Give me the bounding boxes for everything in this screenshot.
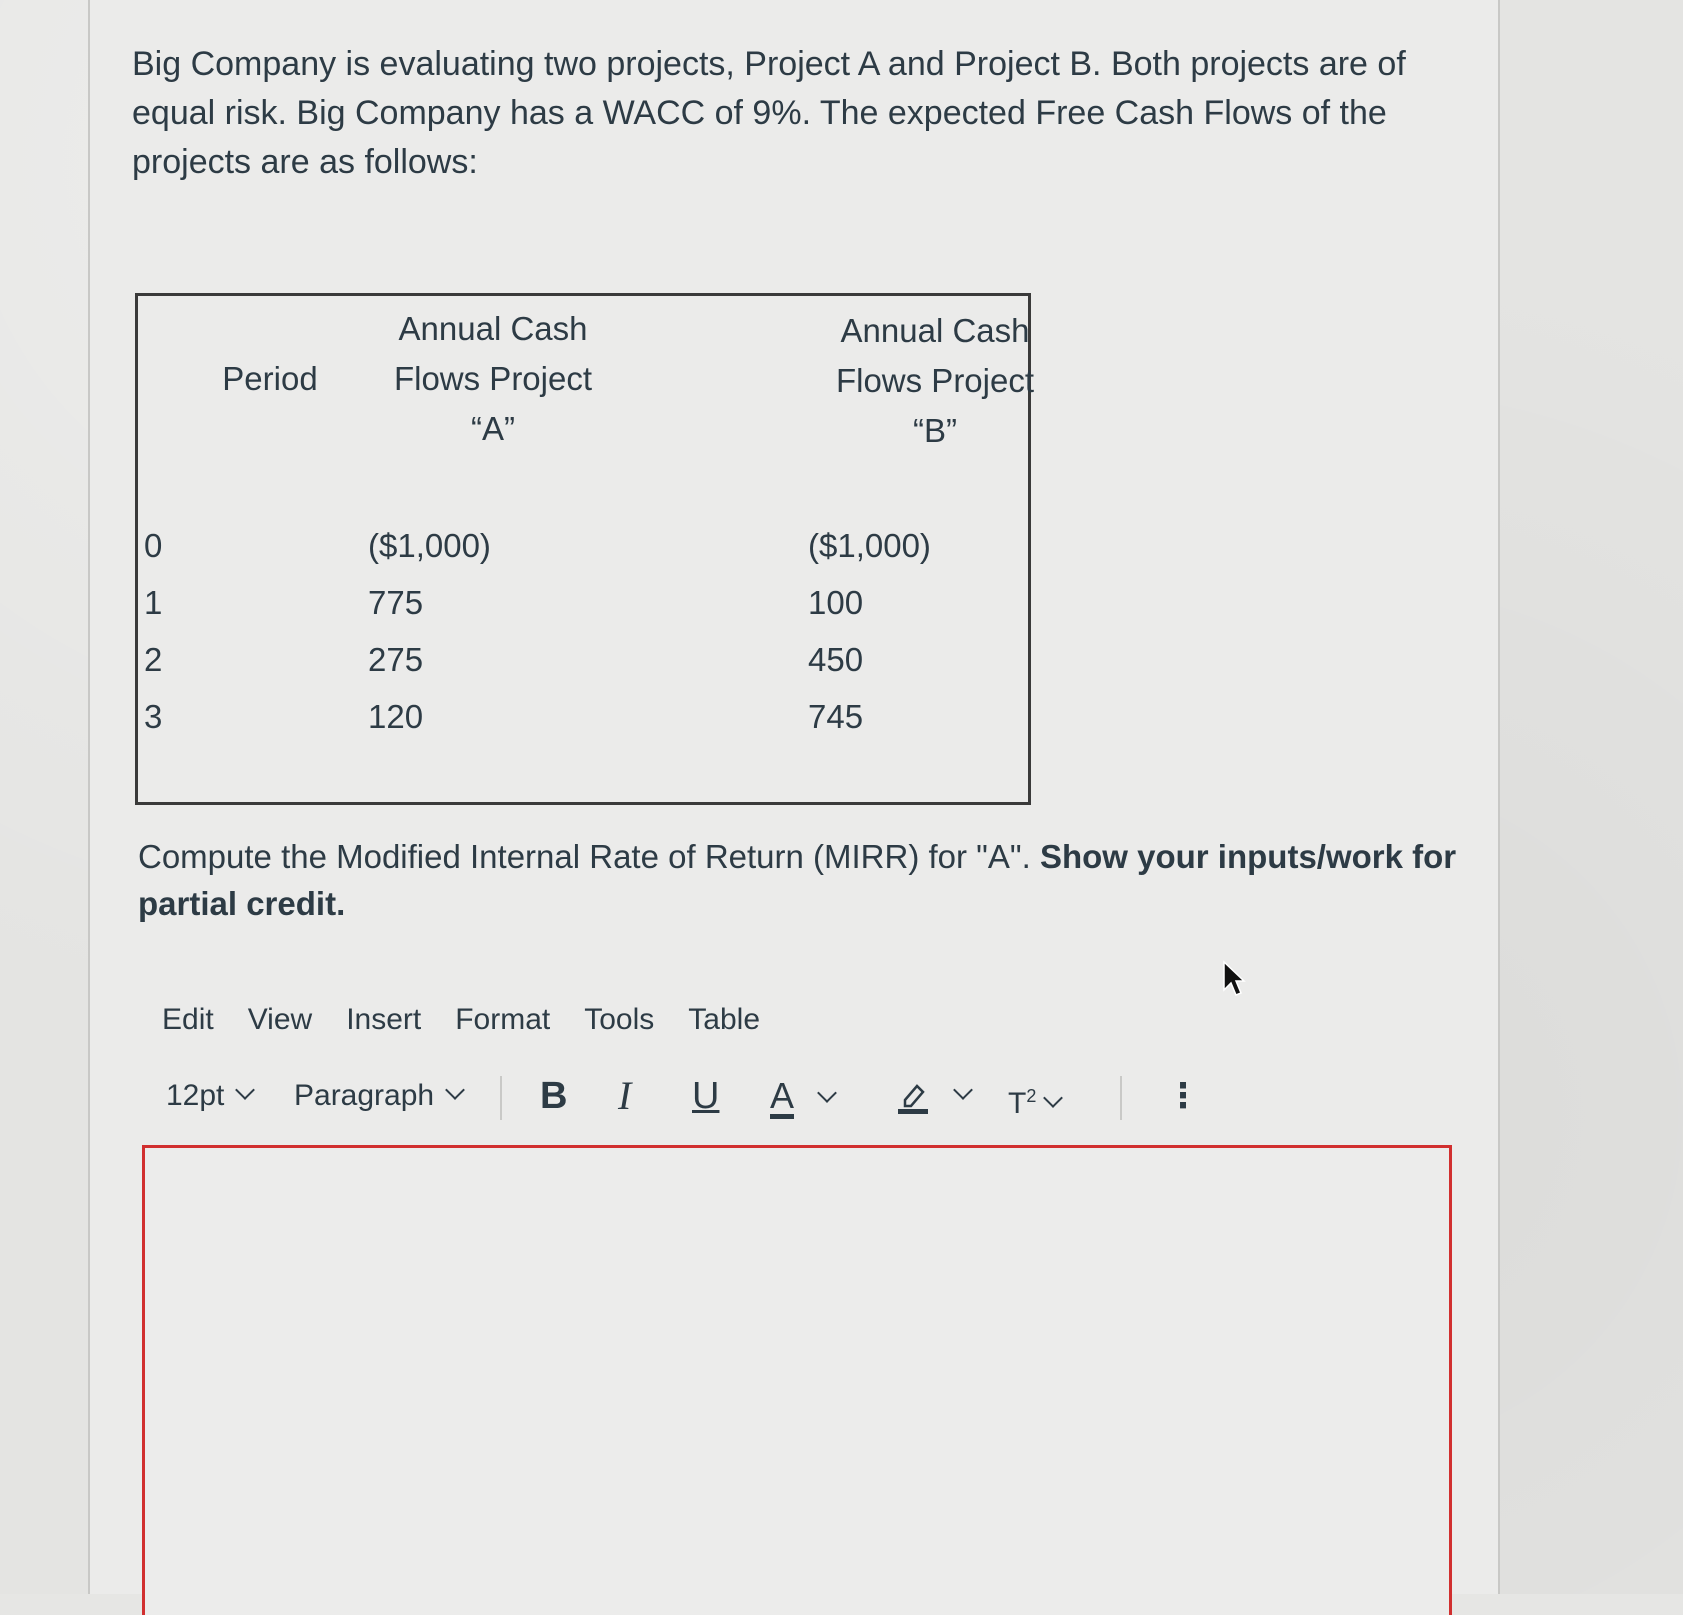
header-b-line3: “B” (913, 412, 957, 449)
menu-table[interactable]: Table (688, 1003, 760, 1036)
block-format-dropdown[interactable] (294, 1068, 462, 1124)
mouse-pointer-icon (1222, 960, 1246, 1000)
font-size-value: 12pt (166, 1079, 225, 1112)
header-project-b (810, 306, 1060, 456)
menu-view[interactable]: View (247, 1003, 313, 1036)
header-b-line1: Annual Cash (840, 312, 1030, 349)
toolbar-divider (1120, 1076, 1122, 1120)
menu-edit[interactable]: Edit (162, 1003, 214, 1036)
toolbar-divider (500, 1076, 502, 1120)
cell-period: 3 (144, 698, 163, 735)
question-prompt (138, 833, 1458, 927)
highlighter-icon (896, 1079, 930, 1115)
bold-icon: B (540, 1075, 568, 1117)
more-vertical-icon: ⋮ (1166, 1077, 1200, 1115)
prompt-bold: Show your inputs/work for partial credit. (138, 838, 1457, 922)
cell-project-a: 275 (368, 641, 424, 678)
chevron-down-icon (235, 1080, 255, 1100)
editor-menubar (162, 995, 760, 1045)
question-intro: Big Company is evaluating two projects, Project A and Project B. Both projects are of equal risk. Big Company has a WACC of 9%. The expected Free Cash Flows of the projects are as follows: (132, 45, 1406, 181)
chevron-down-icon (953, 1080, 973, 1100)
text-color-icon: A (770, 1078, 794, 1119)
menu-insert[interactable]: Insert (346, 1003, 422, 1036)
editor-toolbar (166, 1068, 1266, 1124)
header-project-a (368, 304, 618, 454)
cell-project-a: ($1,000) (368, 527, 491, 564)
cell-period: 2 (144, 641, 163, 678)
italic-icon: I (618, 1073, 632, 1118)
block-format-value: Paragraph (294, 1079, 435, 1112)
header-a-line3: “A” (471, 410, 515, 447)
cash-flow-table (135, 293, 1035, 805)
underline-button[interactable] (692, 1068, 719, 1124)
underline-icon: U (692, 1075, 720, 1117)
table-row (138, 575, 1028, 631)
cell-period: 1 (144, 584, 163, 621)
header-a-line2: Flows Project (393, 360, 593, 397)
cell-project-b: 100 (808, 584, 864, 621)
menu-tools[interactable]: Tools (584, 1003, 655, 1036)
answer-editor[interactable] (142, 1145, 1452, 1615)
superscript-mark: 2 (1026, 1086, 1037, 1106)
menu-format[interactable]: Format (455, 1003, 551, 1036)
cell-project-a: 120 (368, 698, 424, 735)
cell-project-b: 450 (808, 641, 864, 678)
highlight-color-button[interactable] (896, 1068, 970, 1124)
cell-period: 0 (144, 527, 163, 564)
chevron-down-icon (817, 1083, 837, 1103)
chevron-down-icon (1043, 1088, 1063, 1108)
table-row (138, 689, 1028, 745)
header-a-line1: Annual Cash (398, 310, 588, 347)
cell-project-b: ($1,000) (808, 527, 931, 564)
question-panel (88, 0, 1500, 1594)
header-period: Period (222, 360, 318, 397)
bold-button[interactable] (540, 1068, 567, 1124)
superscript-button[interactable] (1008, 1068, 1060, 1124)
chevron-down-icon (445, 1080, 465, 1100)
table-row (138, 632, 1028, 688)
text-color-button[interactable] (770, 1068, 834, 1124)
more-options-button[interactable] (1166, 1068, 1200, 1124)
font-size-dropdown[interactable] (166, 1068, 252, 1124)
italic-button[interactable] (618, 1068, 631, 1124)
header-b-line2: Flows Project (835, 362, 1035, 399)
superscript-icon: T (1008, 1087, 1027, 1120)
cell-project-a: 775 (368, 584, 424, 621)
cell-project-b: 745 (808, 698, 864, 735)
table-row (138, 518, 1028, 574)
prompt-regular: Compute the Modified Internal Rate of Return (MIRR) for "A". (138, 838, 1040, 875)
